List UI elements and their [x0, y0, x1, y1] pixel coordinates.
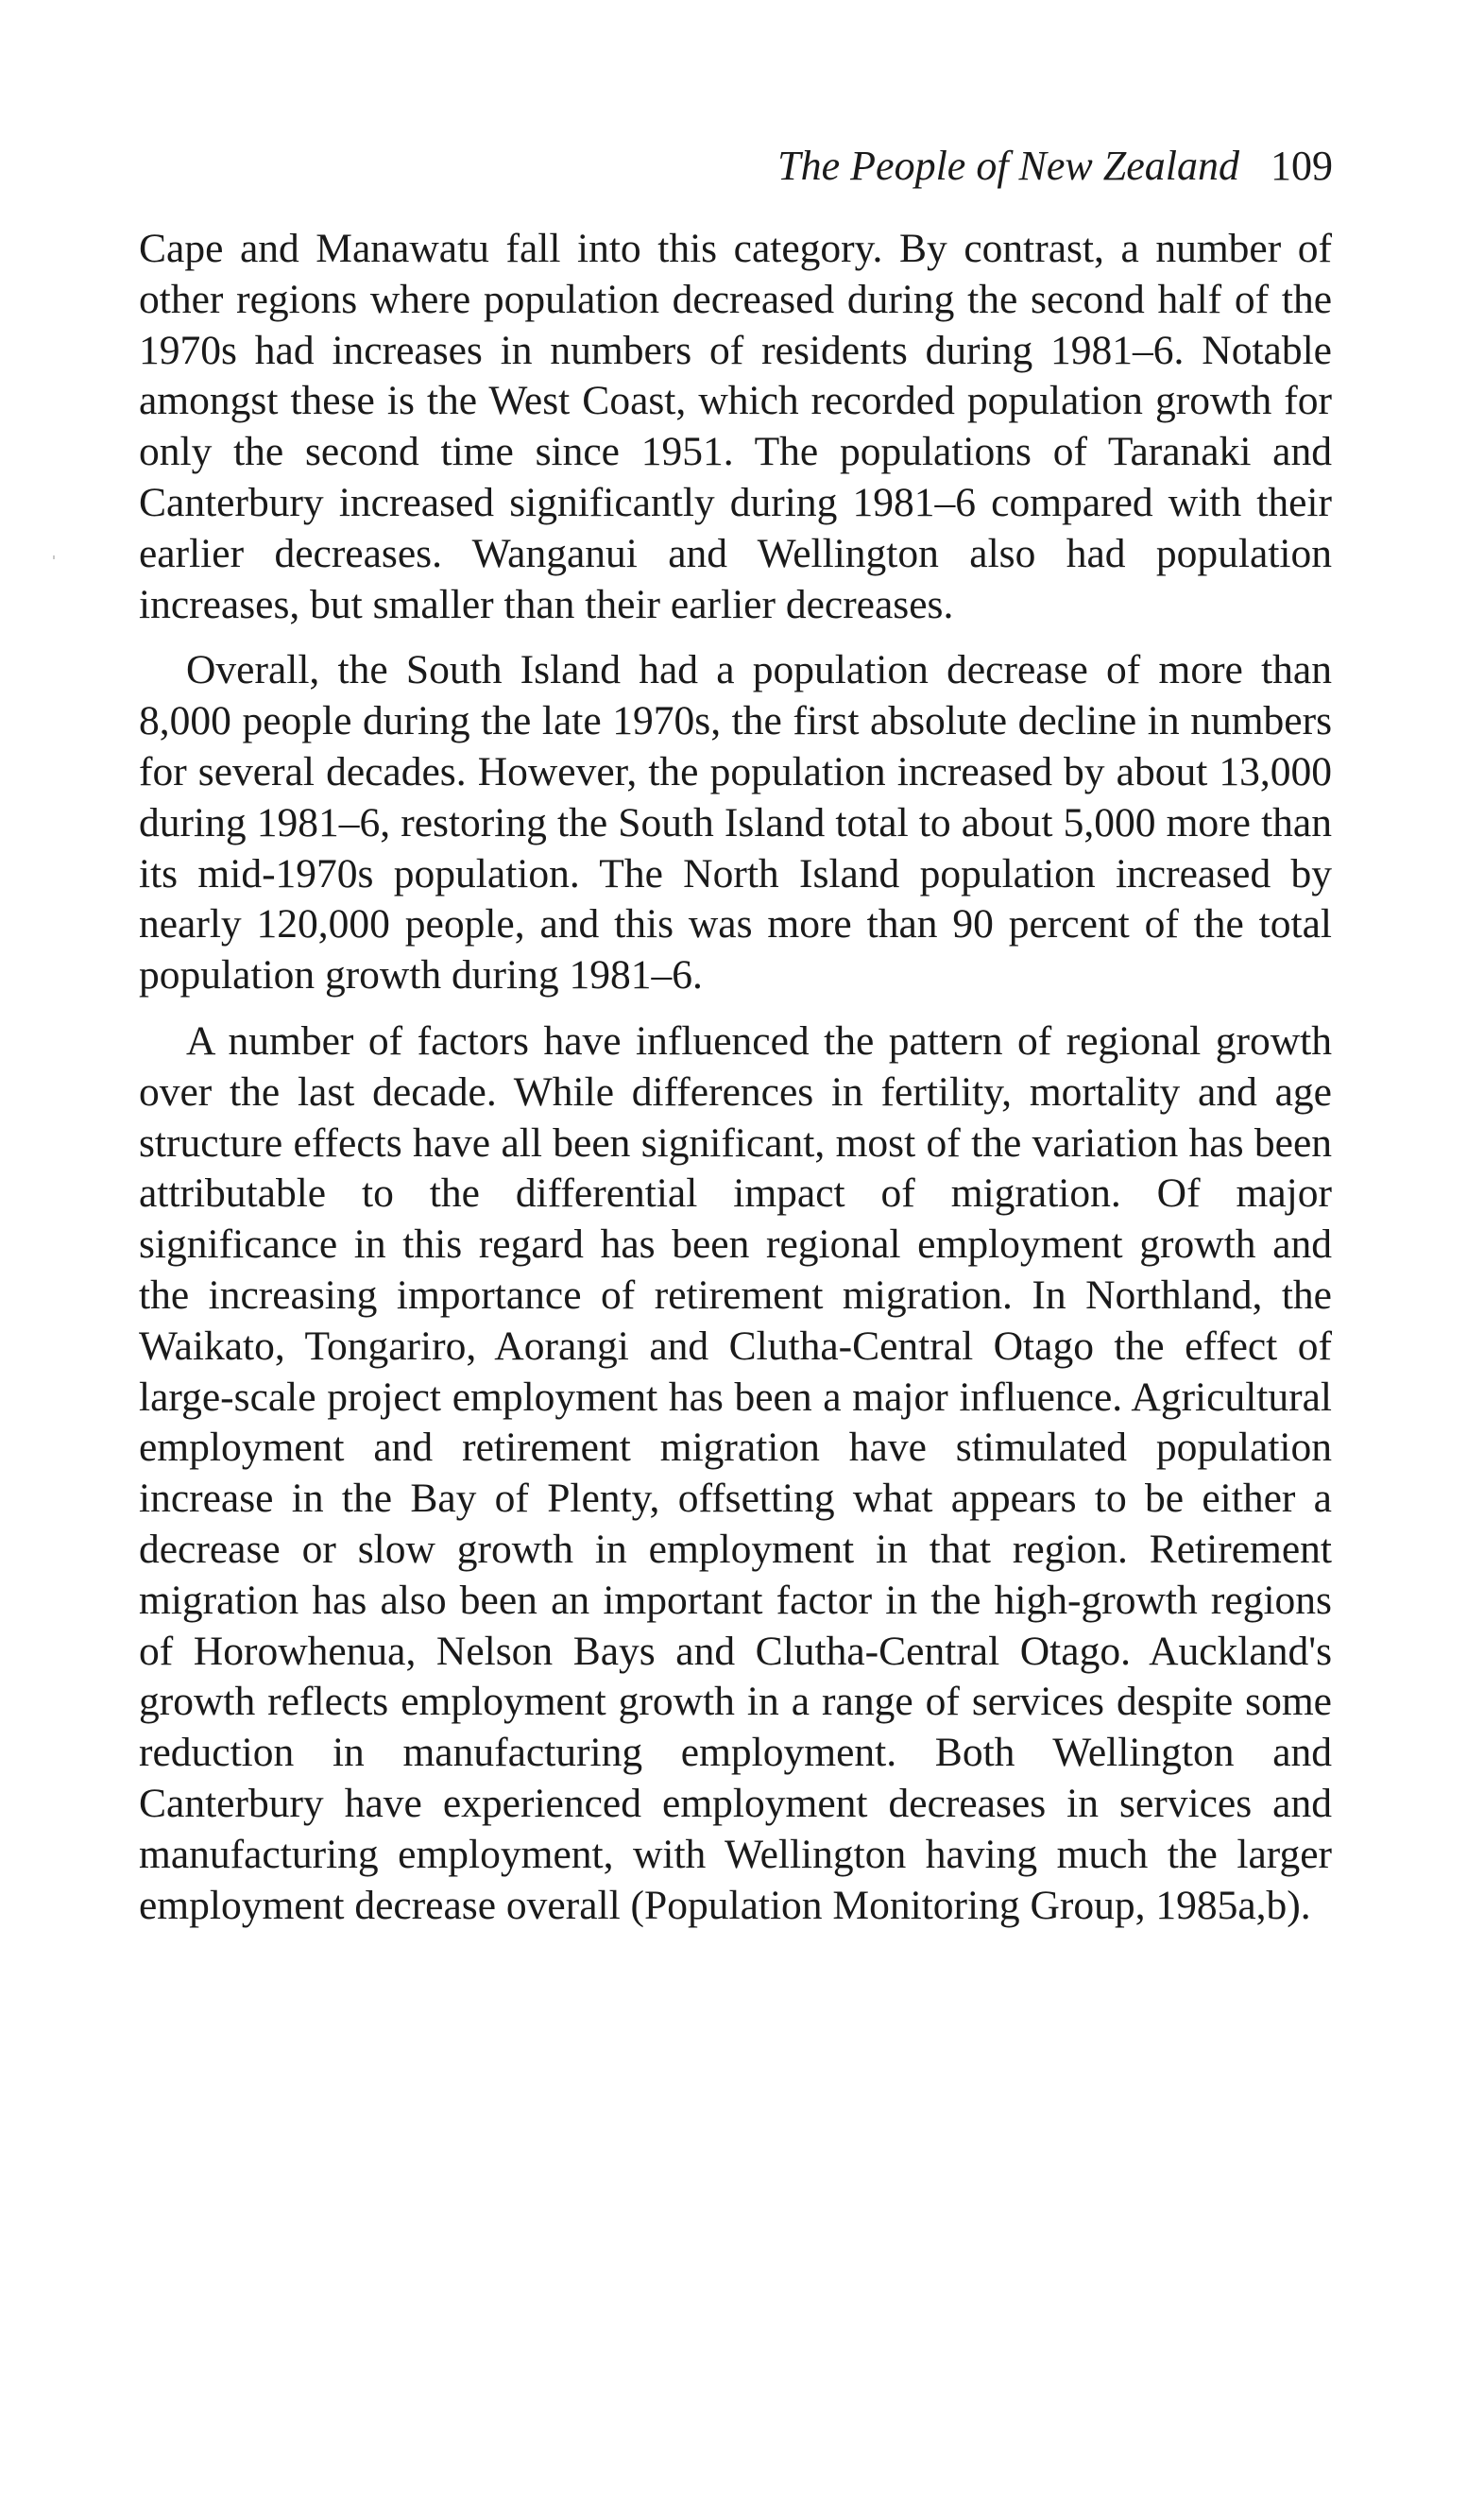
body-text — [139, 224, 1332, 1946]
running-head — [777, 142, 1333, 191]
running-title: The People of New Zealand — [777, 143, 1239, 189]
paragraph-growth-factors: A number of factors have influenced the pattern of regional growth over the last decade. While differences in fertility, mortality and age structure effects have all been significant, most of the variation has been attributable to the differential impact of migration. Of major significance in this regard has been regional employment growth and the increasing importance of retirement migration. In Northland, the Waikato, Tongariro, Aorangi and Clutha-Central Otago the effect of large-scale project employment has been a major influence. Agricultural employment and retirement migration have stimulated population increase in the Bay of Plenty, offsetting what appears to be either a decrease or slow growth in employment in that region. Retirement migration has also been an important factor in the high-growth regions of Horowhenua, Nelson Bays and Clutha-Central Otago. Auckland's growth reflects employment growth in a range of services despite some reduction in manufacturing employment. Both Wellington and Canterbury have experienced employment decreases in services and manufacturing employment, with Wellington having much the larger employment decrease overall (Population Monitoring Group, 1985a,b). — [139, 1017, 1332, 1928]
paragraph-continued: Cape and Manawatu fall into this category. By contrast, a number of other regions where population decreased during the second half of the 1970s had increases in numbers of residents during 1981–6. Notable amongst these is the West Coast, which recorded population growth for only the second time since 1951. The populations of Taranaki and Canterbury increased significantly during 1981–6 compared with their earlier decreases. Wanganui and Wellington also had population increases, but smaller than their earlier decreases. — [139, 226, 1332, 627]
page-number: 109 — [1271, 143, 1333, 189]
margin-speck — [53, 555, 55, 559]
paragraph-south-island: Overall, the South Island had a population decrease of more than 8,000 people during the late 1970s, the first absolute decline in numbers for several decades. However, the population increased by about 13,000 during 1981–6, restoring the South Island total to about 5,000 more than its mid-1970s population. The North Island population increased by nearly 120,000 people, and this was more than 90 percent of the total population growth during 1981–6. — [139, 647, 1332, 999]
